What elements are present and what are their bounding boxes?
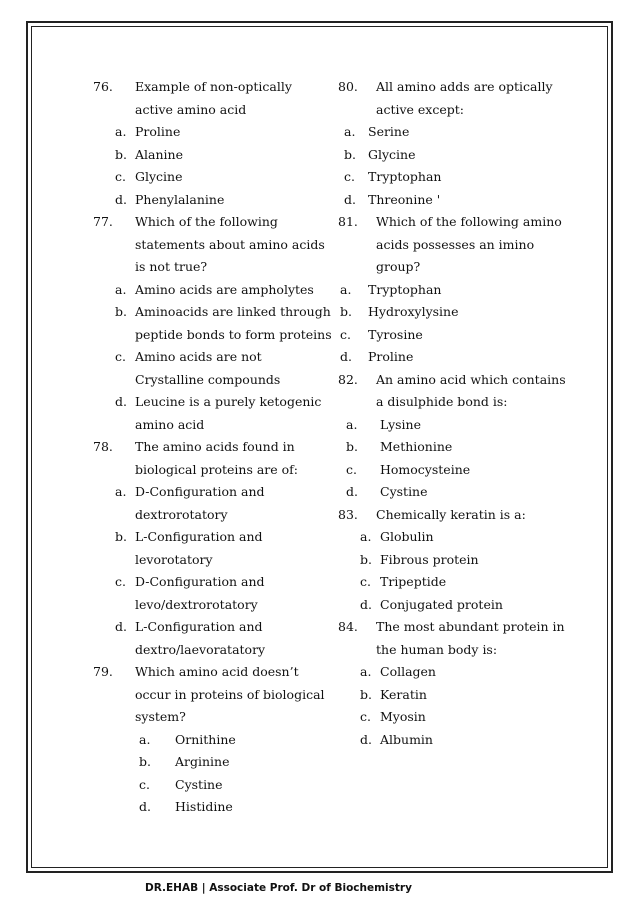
option-letter: c. xyxy=(139,776,150,792)
answer-option[interactable] xyxy=(338,121,553,144)
question-stem-line: Example of non-optically xyxy=(135,79,292,94)
option-letter: c. xyxy=(115,169,126,184)
answer-option[interactable] xyxy=(93,189,318,212)
answer-option[interactable] xyxy=(338,729,553,752)
option-letter: a. xyxy=(115,124,127,139)
answer-option[interactable] xyxy=(338,459,553,482)
option-letter: a. xyxy=(139,731,151,747)
question-row xyxy=(338,369,566,392)
question-row xyxy=(93,684,325,707)
answer-option[interactable] xyxy=(93,414,318,437)
answer-option[interactable] xyxy=(338,414,553,437)
question-row xyxy=(93,99,318,122)
option-letter: b. xyxy=(360,686,372,702)
answer-option[interactable] xyxy=(93,391,322,414)
option-letter: a. xyxy=(340,281,352,297)
question-block xyxy=(338,504,553,617)
question-stem-line: Which of the following xyxy=(135,214,278,229)
question-block xyxy=(93,436,318,661)
option-text: dextrorotatory xyxy=(135,506,228,522)
option-text: peptide bonds to form proteins xyxy=(135,326,332,342)
question-stem-line: statements about amino acids xyxy=(135,236,325,252)
option-text: levorotatory xyxy=(135,551,213,567)
question-row xyxy=(93,76,318,99)
option-letter: b. xyxy=(360,551,372,567)
option-text: L-Configuration and xyxy=(135,529,263,544)
option-text: Crystalline compounds xyxy=(135,371,281,387)
answer-option[interactable] xyxy=(93,774,318,797)
answer-option[interactable] xyxy=(93,301,331,324)
option-text: Phenylalanine xyxy=(135,191,225,207)
question-block xyxy=(93,76,318,211)
option-letter: d. xyxy=(139,799,151,814)
option-letter: b. xyxy=(115,529,127,544)
option-letter: b. xyxy=(115,146,127,162)
option-text: Histidine xyxy=(175,799,233,814)
answer-option[interactable] xyxy=(338,166,553,189)
question-stem-line: active except: xyxy=(376,101,464,117)
option-letter: d. xyxy=(115,619,127,634)
option-text: D-Configuration and xyxy=(135,484,265,499)
option-text: Glycine xyxy=(368,146,416,162)
option-letter: c. xyxy=(360,574,371,589)
question-stem-line: biological proteins are of: xyxy=(135,461,298,477)
question-block xyxy=(93,211,332,436)
option-letter: d. xyxy=(344,191,356,207)
question-row xyxy=(338,234,553,257)
option-letter: a. xyxy=(360,664,372,679)
question-row xyxy=(338,211,562,234)
answer-option[interactable] xyxy=(338,594,553,617)
answer-option[interactable] xyxy=(338,661,553,684)
option-text: Amino acids are not xyxy=(135,349,262,364)
option-text: Collagen xyxy=(380,664,436,679)
question-number: 77. xyxy=(93,214,113,229)
option-text: Tripeptide xyxy=(380,574,447,589)
option-text: Tyrosine xyxy=(368,326,423,342)
option-letter: d. xyxy=(360,596,372,612)
question-number: 83. xyxy=(338,506,358,522)
answer-option[interactable] xyxy=(338,684,553,707)
question-number: 80. xyxy=(338,79,358,94)
option-letter: a. xyxy=(115,484,127,499)
option-text: Alanine xyxy=(135,146,183,162)
answer-option[interactable] xyxy=(93,639,318,662)
option-text: Threonine ' xyxy=(368,191,441,207)
answer-option[interactable] xyxy=(338,526,553,549)
option-letter: b. xyxy=(344,146,356,162)
answer-option[interactable] xyxy=(93,526,318,549)
option-text: Globulin xyxy=(380,529,434,544)
question-number: 84. xyxy=(338,619,358,634)
answer-option[interactable] xyxy=(93,324,332,347)
question-number: 79. xyxy=(93,664,113,679)
answer-option[interactable] xyxy=(338,706,553,729)
option-letter: b. xyxy=(340,304,352,319)
answer-option[interactable] xyxy=(93,729,318,752)
option-text: Hydroxylysine xyxy=(368,304,459,319)
option-text: Cystine xyxy=(380,484,428,499)
right-question-column xyxy=(338,76,566,751)
option-letter: a. xyxy=(346,416,358,432)
option-letter: d. xyxy=(346,484,358,499)
answer-option[interactable] xyxy=(338,436,553,459)
question-stem-line: is not true? xyxy=(135,259,208,274)
page-footer: DR.EHAB | Associate Prof. Dr of Biochemistry xyxy=(145,882,412,894)
option-text: Myosin xyxy=(380,709,426,724)
option-text: Methionine xyxy=(380,439,453,454)
question-number: 81. xyxy=(338,214,358,229)
option-letter: d. xyxy=(115,191,127,207)
answer-option[interactable] xyxy=(93,751,318,774)
option-letter: c. xyxy=(115,349,126,364)
question-stem-line: Chemically keratin is a: xyxy=(376,506,526,522)
answer-option[interactable] xyxy=(93,504,318,527)
question-row xyxy=(338,616,565,639)
question-row xyxy=(93,706,318,729)
answer-option[interactable] xyxy=(338,144,553,167)
question-number: 82. xyxy=(338,371,358,387)
option-text: Conjugated protein xyxy=(380,596,503,612)
option-text: levo/dextrorotatory xyxy=(135,596,258,612)
question-row xyxy=(338,99,553,122)
question-block xyxy=(93,661,325,819)
answer-option[interactable] xyxy=(338,549,553,572)
option-letter: c. xyxy=(360,709,371,724)
answer-option[interactable] xyxy=(93,166,318,189)
option-text: Albumin xyxy=(380,731,433,747)
answer-option[interactable] xyxy=(338,279,553,302)
question-stem-line: active amino acid xyxy=(135,101,247,117)
option-text: amino acid xyxy=(135,416,205,432)
option-text: Amino acids are ampholytes xyxy=(135,281,314,297)
answer-option[interactable] xyxy=(93,796,318,819)
option-text: Lysine xyxy=(380,416,422,432)
answer-option[interactable] xyxy=(338,189,553,212)
option-letter: c. xyxy=(344,169,355,184)
option-text: Aminoacids are linked through xyxy=(135,304,331,319)
question-stem-line: All amino adds are optically xyxy=(376,79,553,94)
question-row xyxy=(93,256,318,279)
answer-option[interactable] xyxy=(338,571,553,594)
answer-option[interactable] xyxy=(93,571,318,594)
option-text: Proline xyxy=(135,124,181,139)
question-stem-line: The amino acids found in xyxy=(135,439,295,454)
option-letter: d. xyxy=(115,394,127,409)
question-stem-line: a disulphide bond is: xyxy=(376,394,508,409)
answer-option[interactable] xyxy=(93,121,318,144)
answer-option[interactable] xyxy=(338,324,553,347)
question-row xyxy=(93,436,318,459)
answer-option[interactable] xyxy=(93,594,318,617)
option-text: Cystine xyxy=(175,776,223,792)
question-stem-line: The most abundant protein in xyxy=(376,619,565,634)
question-row xyxy=(93,661,318,684)
question-row xyxy=(93,211,318,234)
option-text: Tryptophan xyxy=(368,281,442,297)
question-number: 78. xyxy=(93,439,113,454)
option-text: D-Configuration and xyxy=(135,574,265,589)
option-letter: c. xyxy=(115,574,126,589)
option-text: Arginine xyxy=(175,754,230,769)
option-text: Serine xyxy=(368,124,410,139)
answer-option[interactable] xyxy=(93,346,318,369)
answer-option[interactable] xyxy=(93,549,318,572)
option-letter: a. xyxy=(360,529,372,544)
question-row xyxy=(338,391,553,414)
option-text: L-Configuration and xyxy=(135,619,263,634)
question-stem-line: group? xyxy=(376,259,421,274)
question-block xyxy=(338,616,565,751)
option-text: Tryptophan xyxy=(368,169,442,184)
question-stem-line: the human body is: xyxy=(376,641,498,657)
option-letter: c. xyxy=(340,326,351,342)
question-stem-line: Which of the following amino xyxy=(376,214,562,229)
answer-option[interactable] xyxy=(93,279,318,302)
option-text: Glycine xyxy=(135,169,183,184)
question-row xyxy=(93,234,325,257)
question-row xyxy=(338,256,553,279)
option-letter: b. xyxy=(346,439,358,454)
answer-option[interactable] xyxy=(93,144,318,167)
question-block xyxy=(338,211,562,369)
option-letter: b. xyxy=(115,304,127,319)
option-letter: d. xyxy=(360,731,372,747)
option-letter: a. xyxy=(115,281,127,297)
answer-option[interactable] xyxy=(93,616,318,639)
question-block xyxy=(338,369,566,504)
question-row xyxy=(93,459,318,482)
question-stem-line: Which amino acid doesn’t xyxy=(135,664,299,679)
question-row xyxy=(338,504,553,527)
answer-option[interactable] xyxy=(93,369,318,392)
option-text: Proline xyxy=(368,349,414,364)
question-number: 76. xyxy=(93,79,113,94)
question-block xyxy=(338,76,553,211)
answer-option[interactable] xyxy=(338,481,553,504)
option-text: Ornithine xyxy=(175,731,236,747)
option-text: Keratin xyxy=(380,686,427,702)
option-letter: d. xyxy=(340,349,352,364)
option-text: Leucine is a purely ketogenic xyxy=(135,394,322,409)
answer-option[interactable] xyxy=(338,301,553,324)
option-text: Fibrous protein xyxy=(380,551,479,567)
option-letter: c. xyxy=(346,461,357,477)
option-text: Homocysteine xyxy=(380,461,471,477)
left-question-column xyxy=(93,76,332,819)
question-stem-line: system? xyxy=(135,709,186,724)
question-stem-line: acids possesses an imino xyxy=(376,236,535,252)
option-letter: b. xyxy=(139,754,151,769)
question-stem-line: An amino acid which contains xyxy=(376,371,566,387)
answer-option[interactable] xyxy=(93,481,318,504)
question-row xyxy=(338,639,553,662)
option-text: dextro/laevoratatory xyxy=(135,641,266,657)
question-stem-line: occur in proteins of biological xyxy=(135,686,325,702)
question-row xyxy=(338,76,553,99)
answer-option[interactable] xyxy=(338,346,553,369)
option-letter: a. xyxy=(344,124,356,139)
